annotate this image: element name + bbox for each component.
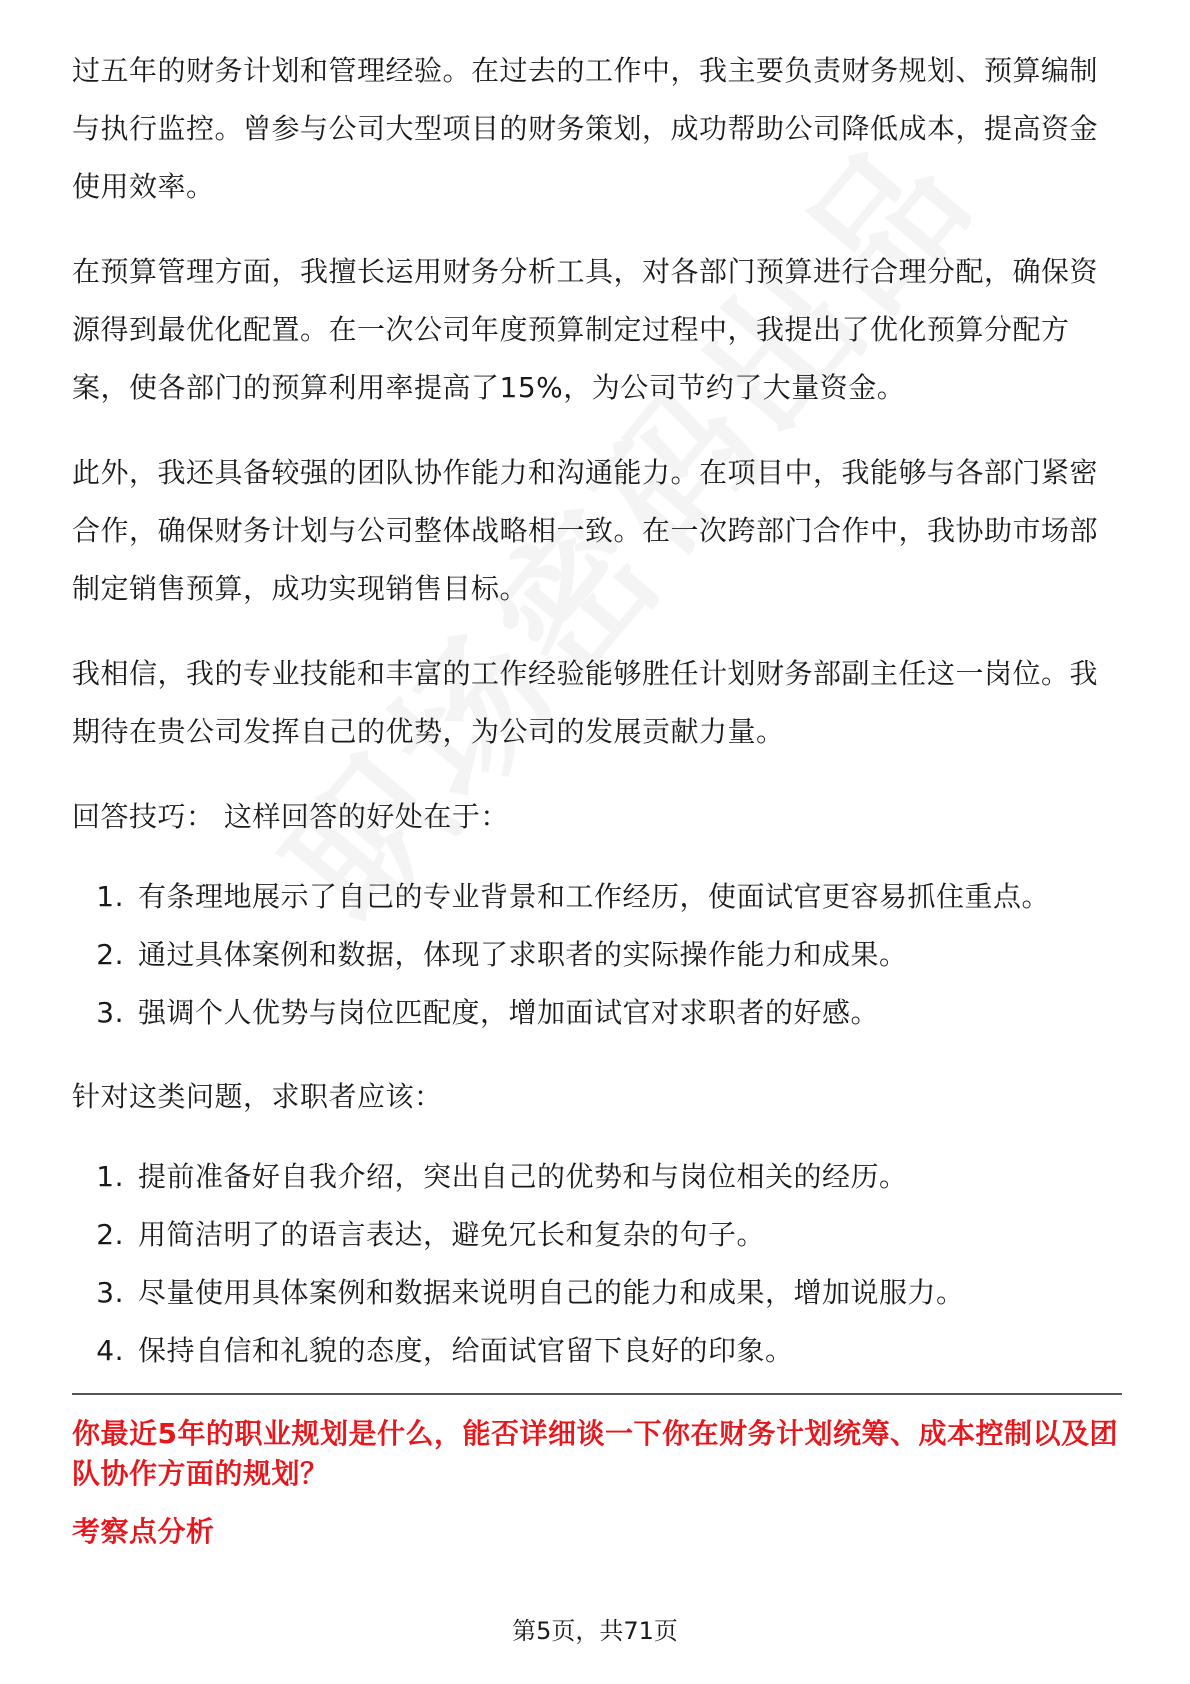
- list-text: 提前准备好自我介绍，突出自己的优势和与岗位相关的经历。: [138, 1160, 908, 1193]
- interview-question: 你最近5年的职业规划是什么，能否详细谈一下你在财务计划统筹、成本控制以及团队协作方面的规划？: [72, 1417, 1118, 1490]
- advice-label: 针对这类问题，求职者应该：: [72, 1080, 443, 1113]
- list-number: 3.: [96, 996, 124, 1029]
- list-text: 强调个人优势与岗位匹配度，增加面试官对求职者的好感。: [138, 996, 880, 1029]
- list-text: 有条理地展示了自己的专业背景和工作经历，使面试官更容易抓住重点。: [138, 880, 1051, 913]
- list-item: [72, 1264, 1122, 1322]
- paragraph-conclusion: 我相信，我的专业技能和丰富的工作经验能够胜任计划财务部副主任这一岗位。我期待在贵公司发挥自己的优势，为公司的发展贡献力量。: [72, 657, 1099, 748]
- list-number: 2.: [96, 1218, 124, 1251]
- list-item: [72, 984, 1122, 1042]
- list-text: 尽量使用具体案例和数据来说明自己的能力和成果，增加说服力。: [138, 1276, 965, 1309]
- list-item: [72, 868, 1122, 926]
- tips-label: 回答技巧： 这样回答的好处在于：: [72, 800, 509, 833]
- list-item: [72, 1322, 1122, 1380]
- list-number: 1.: [96, 1160, 124, 1193]
- paragraph-budget: 在预算管理方面，我擅长运用财务分析工具，对各部门预算进行合理分配，确保资源得到最优化配置。在一次公司年度预算制定过程中，我提出了优化预算分配方案，使各部门的预算利用率提高了15%，为公司节约了大量资金。: [72, 255, 1099, 404]
- list-item: [72, 1206, 1122, 1264]
- list-item: [72, 1148, 1122, 1206]
- advice-list: [72, 1148, 1122, 1380]
- list-number: 1.: [96, 880, 124, 913]
- list-number: 4.: [96, 1334, 124, 1367]
- list-text: 用简洁明了的语言表达，避免冗长和复杂的句子。: [138, 1218, 766, 1251]
- paragraph-teamwork: 此外，我还具备较强的团队协作能力和沟通能力。在项目中，我能够与各部门紧密合作，确保财务计划与公司整体战略相一致。在一次跨部门合作中，我协助市场部制定销售预算，成功实现销售目标。: [72, 456, 1099, 605]
- list-text: 保持自信和礼貌的态度，给面试官留下良好的印象。: [138, 1334, 794, 1367]
- list-text: 通过具体案例和数据，体现了求职者的实际操作能力和成果。: [138, 938, 908, 971]
- page-footer: 第5页，共71页: [512, 1617, 678, 1645]
- list-number: 2.: [96, 938, 124, 971]
- paragraph-experience: 过五年的财务计划和管理经验。在过去的工作中，我主要负责财务规划、预算编制与执行监控。曾参与公司大型项目的财务策划，成功帮助公司降低成本，提高资金使用效率。: [72, 54, 1099, 203]
- section-heading: 考察点分析: [72, 1515, 215, 1548]
- document-body: [72, 42, 1122, 1406]
- list-item: [72, 926, 1122, 984]
- list-number: 3.: [96, 1276, 124, 1309]
- tips-list: [72, 868, 1122, 1042]
- section-divider: [72, 1393, 1122, 1395]
